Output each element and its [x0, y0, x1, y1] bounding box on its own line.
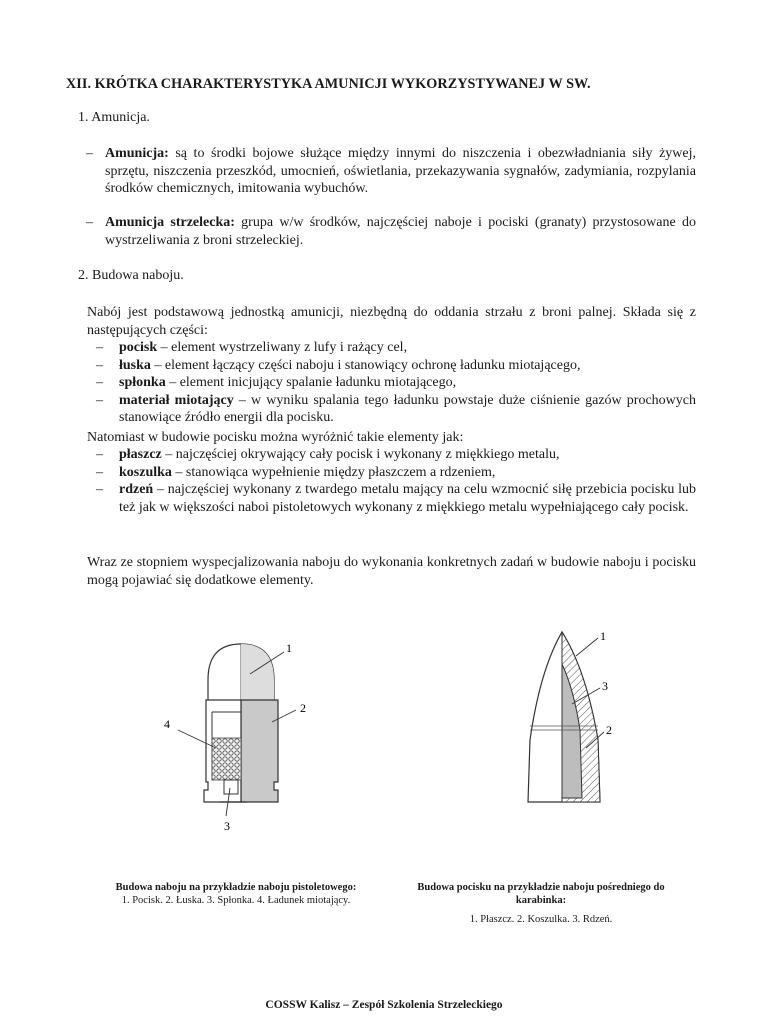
- item-term: płaszcz: [119, 447, 162, 462]
- item-term: spłonka: [119, 375, 166, 390]
- definition-text: są to środki bojowe służące między innymi do niszczenia i obezwładniania siły żywej, sprzętu, niszczenia przeszkód, umocnień, oświetlania, przekazywania sygnałów, zadymiania, rozpylania środków chemicznych, imitowania wybuchów.: [105, 146, 696, 196]
- figure-label-1: 1: [600, 629, 606, 643]
- list-dash: –: [96, 357, 103, 373]
- item-text: – element łączący części naboju i stanowiący ochronę ładunku miotającego,: [150, 357, 581, 373]
- page-footer: COSSW Kalisz – Zespół Szkolenia Strzeleckiego: [265, 999, 503, 1011]
- section-1-heading: 1. Amunicja.: [78, 110, 150, 125]
- list-dash: –: [96, 464, 103, 480]
- figure-label-3: 3: [224, 819, 230, 833]
- item-text: – element inicjujący spalanie ładunku miotającego,: [165, 375, 457, 390]
- right-figure-caption: [396, 881, 686, 926]
- pistol-cartridge-diagram: [150, 630, 320, 840]
- list-dash: –: [86, 146, 93, 161]
- section-2-heading: 2. Budowa naboju.: [78, 268, 184, 283]
- figure-label-4: 4: [164, 717, 170, 731]
- left-figure-caption: [96, 881, 376, 907]
- item-text: – element wystrzeliwany z lufy i rażący cel,: [157, 340, 408, 355]
- list-item: [96, 357, 696, 375]
- leader-line-1: [576, 638, 598, 656]
- definition-term: Amunicja:: [105, 146, 169, 161]
- case-section: [241, 700, 278, 802]
- list-item: [96, 464, 696, 482]
- caption-text: 1. Pocisk. 2. Łuska. 3. Spłonka. 4. Ładunek miotający.: [121, 895, 351, 906]
- caption-title: Budowa pocisku na przykładzie naboju pośredniego do karabinka:: [417, 882, 665, 906]
- item-term: koszulka: [119, 464, 172, 480]
- closing-paragraph: Wraz ze stopniem wyspecjalizowania naboju do wykonania konkretnych zadań w budowie naboju i pocisku mogą pojawiać się dodatkowe elementy.: [87, 555, 696, 588]
- cartridge-parts-list: [96, 339, 696, 427]
- definition-term: Amunicja strzelecka:: [105, 215, 235, 230]
- rifle-bullet-diagram: [500, 620, 630, 820]
- item-text: – najczęściej wykonany z twardego metalu mający na celu wzmocnić siłę przebicia pocisku lub też jak w większości naboi pistoletowych wykonany z miękkiego metalu wypełniającego cały pocisk.: [119, 482, 696, 515]
- definition-text: grupa w/w środków, najczęściej naboje i pociski (granaty) przystosowane do wystrzeliwania z broni strzeleckiej.: [105, 215, 696, 248]
- definition-amunicja-strzelecka: [86, 214, 696, 249]
- item-term: rdzeń: [119, 482, 154, 497]
- list-item: [96, 339, 696, 357]
- item-term: materiał miotający: [119, 392, 234, 408]
- primer: [224, 780, 238, 794]
- list-item: [96, 446, 696, 464]
- intro-paragraph: Nabój jest podstawową jednostką amunicji, niezbędną do oddania strzału z broni palnej. Składa się z następujących części:: [87, 305, 696, 338]
- item-text: – w wyniku spalania tego ładunku powstaje duże ciśnienie gazów prochowych stanowiące źródło energii dla pocisku.: [119, 392, 696, 425]
- page-title: XII. KRÓTKA CHARAKTERYSTYKA AMUNICJI WYKORZYSTYWANEJ W SW.: [66, 76, 591, 92]
- list-dash: –: [86, 215, 93, 230]
- item-term: pocisk: [119, 340, 158, 355]
- list-item: [96, 481, 696, 516]
- list-dash: –: [96, 482, 103, 497]
- list-dash: –: [96, 392, 103, 408]
- caption-title: Budowa naboju na przykładzie naboju pistoletowego:: [115, 882, 357, 893]
- powder-charge: [212, 738, 241, 780]
- bullet-intro: Natomiast w budowie pocisku można wyróżnić takie elementy jak:: [87, 430, 464, 445]
- figure-label-1: 1: [286, 641, 292, 655]
- figure-label-2: 2: [300, 701, 306, 715]
- figure-label-3: 3: [602, 679, 608, 693]
- caption-text: 1. Płaszcz. 2. Koszulka. 3. Rdzeń.: [469, 914, 613, 925]
- list-dash: –: [96, 340, 103, 355]
- list-dash: –: [96, 447, 103, 462]
- figure-label-2: 2: [606, 723, 612, 737]
- item-term: łuska: [119, 357, 151, 373]
- list-item: [96, 392, 696, 427]
- list-dash: –: [96, 375, 103, 390]
- bullet-parts-list: [96, 446, 696, 516]
- definition-amunicja: [86, 145, 696, 198]
- bullet-section-shade: [241, 644, 274, 700]
- item-text: – stanowiąca wypełnienie między płaszczem a rdzeniem,: [171, 464, 496, 480]
- item-text: – najczęściej okrywający cały pocisk i wykonany z miękkiego metalu,: [161, 447, 560, 462]
- list-item: [96, 374, 696, 392]
